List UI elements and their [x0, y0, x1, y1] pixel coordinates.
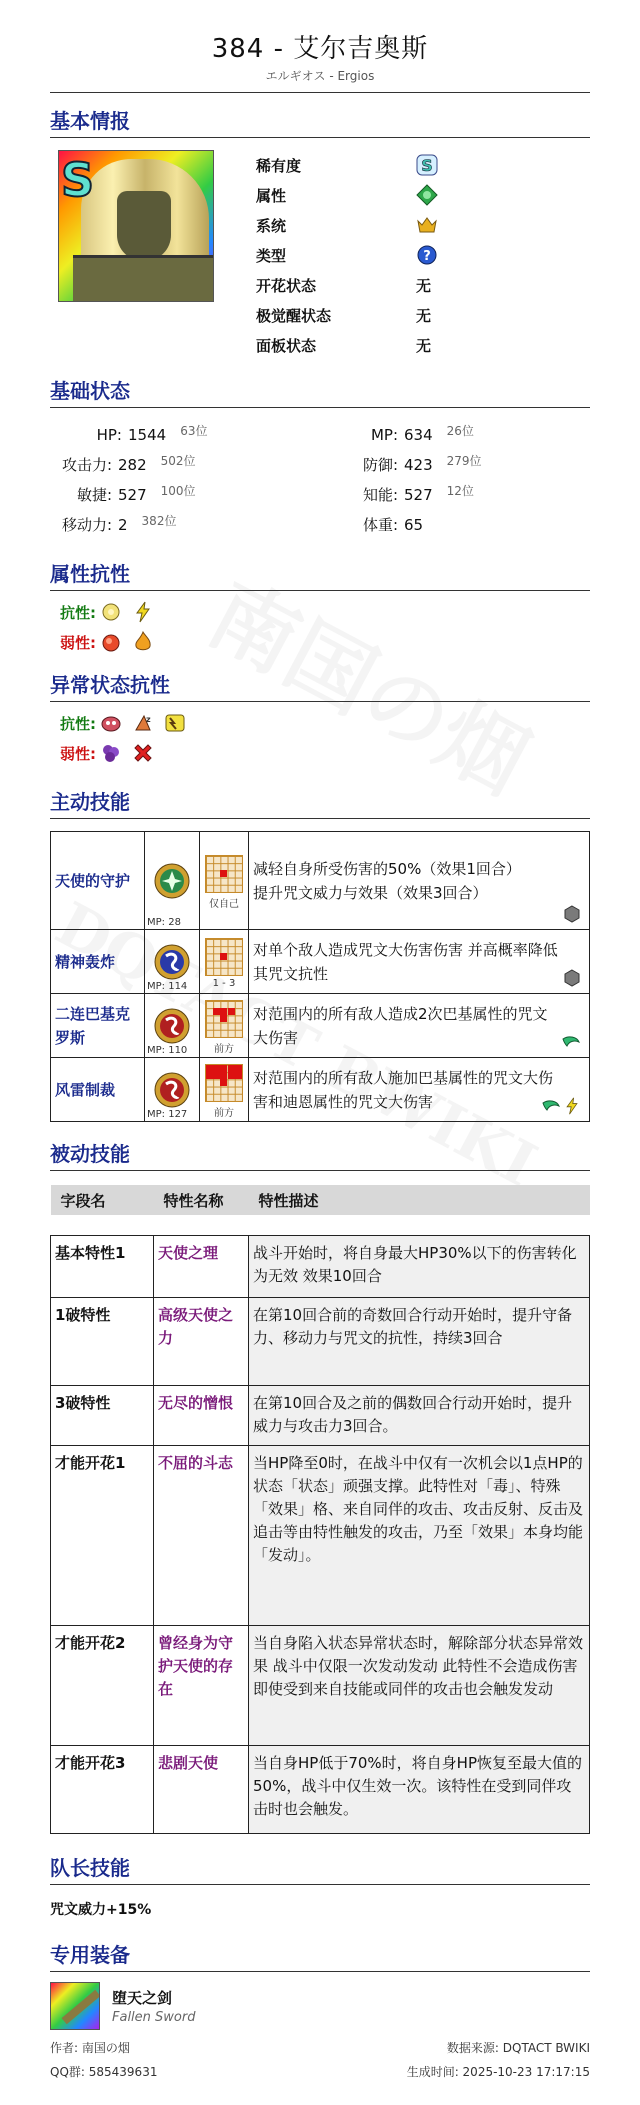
- basic-info: [50, 138, 590, 363]
- info-key: 开花状态: [256, 276, 317, 295]
- equipment-item: [50, 1982, 590, 2030]
- stat-move: 移动力: 2 $^{382位}$: [61, 514, 177, 534]
- info-key: 类型: [256, 246, 287, 265]
- section-title-basic: 基本情报: [50, 105, 590, 138]
- passive-name: 天使之理: [154, 1236, 249, 1298]
- info-row-rarity: [256, 150, 438, 180]
- page-subtitle: エルギオス - Ergios: [50, 67, 590, 93]
- neutral-hex-icon: [563, 905, 581, 923]
- section-title-leader-skill: 队长技能: [50, 1852, 590, 1885]
- status-weak-row: 弱性:: [60, 738, 590, 768]
- portrait-face: [117, 191, 171, 261]
- neutral-hex-icon: [563, 969, 581, 987]
- passive-row: [51, 1746, 590, 1834]
- rank-s-icon: [416, 154, 438, 176]
- lightning-icon: [132, 601, 154, 623]
- section-title-status-resist: 异常状态抗性: [50, 669, 590, 702]
- passive-field: 3破特性: [51, 1386, 154, 1446]
- passive-desc: 在第10回合及之前的偶数回合行动开始时，提升威力与攻击力3回合。: [249, 1386, 590, 1446]
- info-value: 无: [416, 306, 432, 325]
- seal-x-icon: [132, 742, 154, 764]
- skill-range-cell: 仅自己: [200, 832, 249, 930]
- active-skill-row: [51, 832, 590, 930]
- fire-orb-icon: [100, 631, 122, 653]
- equipment-name-en: Fallen Sword: [112, 2010, 196, 2025]
- skill-orb-icon: [153, 943, 191, 981]
- section-title-active-skills: 主动技能: [50, 786, 590, 819]
- skill-range-cell: 前方: [200, 1058, 249, 1122]
- info-row-bloom: [256, 270, 438, 300]
- passive-row: [51, 1298, 590, 1386]
- skill-name: 精神轰炸: [51, 930, 145, 994]
- active-skills-table: [50, 831, 590, 1122]
- wind-icon: [561, 1033, 581, 1051]
- light-orb-icon: [100, 601, 122, 623]
- active-skill-row: [51, 930, 590, 994]
- lightning-icon: [563, 1097, 581, 1115]
- stat-defense: 防御: 423 $^{279位}$: [362, 454, 482, 474]
- skill-name: 二连巴基克罗斯: [51, 994, 145, 1058]
- page-title: 384 - 艾尔吉奥斯: [211, 34, 429, 64]
- stat-attack: 攻击力: 282 $^{502位}$: [61, 454, 196, 474]
- section-title-equipment: 专用装备: [50, 1939, 590, 1972]
- leader-skill-text: 咒文威力+15%: [50, 1902, 152, 1918]
- passive-name: 悲剧天使: [154, 1746, 249, 1834]
- column-header: 字段名: [51, 1185, 154, 1215]
- range-grid: [205, 855, 243, 893]
- paralysis-icon: [164, 712, 186, 734]
- passive-desc: 在第10回合前的奇数回合行动开始时，提升守备力、移动力与咒文的抗性，持续3回合: [249, 1298, 590, 1386]
- wind-icon: [541, 1097, 561, 1115]
- info-key: 稀有度: [256, 156, 302, 175]
- column-header: 特性名称: [154, 1185, 249, 1215]
- passive-skills-table: [50, 1185, 590, 1834]
- status-resist-row: 抗性: z: [60, 708, 590, 738]
- stat-hp: HP: 1544 $^{63位}$: [96, 424, 208, 444]
- flame-icon: [132, 631, 154, 653]
- status-resist: [60, 708, 590, 768]
- passive-name: 曾经身为守护天使的存在: [154, 1626, 249, 1746]
- skill-description: 减轻自身所受伤害的50%（效果1回合） 提升咒文威力与效果（效果3回合）: [249, 832, 590, 930]
- element-resist-row: 抗性:: [60, 597, 590, 627]
- passive-field: 才能开花3: [51, 1746, 154, 1834]
- skill-description: 对范围内的所有敌人造成2次巴基属性的咒文大伤害: [249, 994, 590, 1058]
- skill-description: 对范围内的所有敌人施加巴基属性的咒文大伤害和迪恩属性的咒文大伤害: [249, 1058, 590, 1122]
- skill-orb-icon: [153, 862, 191, 900]
- info-row-system: [256, 210, 438, 240]
- info-row-type: [256, 240, 438, 270]
- passive-name: 无尽的憎恨: [154, 1386, 249, 1446]
- element-green-icon: [416, 184, 438, 206]
- passive-field: 才能开花1: [51, 1446, 154, 1626]
- section-title-passive-skills: 被动技能: [50, 1138, 590, 1171]
- info-key: 极觉醒状态: [256, 306, 332, 325]
- sleep-icon: [132, 712, 154, 734]
- skill-icon-cell: MP: 28: [145, 832, 200, 930]
- info-value: 无: [416, 276, 432, 295]
- element-weak-row: 弱性:: [60, 627, 590, 657]
- section-title-stats: 基础状态: [50, 375, 590, 408]
- skill-orb-icon: [153, 1071, 191, 1109]
- active-skill-row: [51, 1058, 590, 1122]
- skill-range-cell: 1 - 3: [200, 930, 249, 994]
- info-value: 无: [416, 336, 432, 355]
- basic-info-list: [256, 150, 438, 363]
- type-blue-orb-icon: [416, 244, 438, 266]
- passive-row: [51, 1626, 590, 1746]
- info-key: 系统: [256, 216, 287, 235]
- info-key: 面板状态: [256, 336, 317, 355]
- info-row-element: [256, 180, 438, 210]
- range-grid: [205, 1000, 243, 1038]
- svg-text:?: ?: [423, 249, 431, 264]
- skill-icon-cell: MP: 114: [145, 930, 200, 994]
- passive-desc: 当自身HP低于70%时，将自身HP恢复至最大值的50%，战斗中仅生效一次。该特性在受到同伴攻击时也会触发。: [249, 1746, 590, 1834]
- passive-field: 基本特性1: [51, 1236, 154, 1298]
- section-title-element-resist: 属性抗性: [50, 558, 590, 591]
- sword-icon: [50, 1982, 100, 2030]
- stats-grid: [50, 414, 590, 546]
- passive-desc: 战斗开始时，将自身最大HP30%以下的伤害转化为无效 效果10回合: [249, 1236, 590, 1298]
- info-row-panel: [256, 330, 438, 360]
- system-crown-icon: [416, 214, 438, 236]
- passive-row: [51, 1236, 590, 1298]
- stat-intelligence: 知能: 527 $^{12位}$: [362, 484, 474, 504]
- passive-header-row: [51, 1185, 590, 1215]
- range-grid: [205, 938, 243, 976]
- skill-description: 对单个敌人造成咒文大伤害伤害 并高概率降低其咒文抗性: [249, 930, 590, 994]
- skill-name: 风雷制裁: [51, 1058, 145, 1122]
- footer-source: 数据来源: DQTACT BWIKI: [446, 2041, 590, 2055]
- passive-row: [51, 1386, 590, 1446]
- element-resist: [60, 597, 590, 657]
- svg-text:z: z: [146, 715, 151, 724]
- footer-generated: 生成时间: 2025-10-23 17:17:15: [406, 2065, 590, 2079]
- passive-field: 才能开花2: [51, 1626, 154, 1746]
- info-row-awakening: [256, 300, 438, 330]
- skill-icon-cell: MP: 127: [145, 1058, 200, 1122]
- skill-range-cell: 前方: [200, 994, 249, 1058]
- range-grid: [205, 1064, 243, 1102]
- info-key: 属性: [256, 186, 287, 205]
- character-portrait: [58, 150, 214, 302]
- passive-field: 1破特性: [51, 1298, 154, 1386]
- passive-name: 不屈的斗志: [154, 1446, 249, 1626]
- rank-s-icon: S: [61, 153, 95, 207]
- passive-desc: 当HP降至0时，在战斗中仅有一次机会以1点HP的状态「状态」顽强支撑。此特性对「毒」、特殊「效果」格、来自同伴的攻击、攻击反射、反击及追击等由特性触发的攻击，乃至「效果」本身均能「发动」。: [249, 1446, 590, 1626]
- footer-qq: QQ群: 585439631: [50, 2065, 158, 2079]
- footer: [50, 2036, 590, 2084]
- passive-name: 高级天使之力: [154, 1298, 249, 1386]
- column-header: 特性描述: [249, 1185, 590, 1215]
- footer-author: 作者: 南国の烟: [50, 2041, 130, 2055]
- passive-desc: 当自身陷入状态异常状态时，解除部分状态异常效果 战斗中仅限一次发动发动 此特性不会造成伤害 即使受到来自技能或同伴的攻击也会触发发动: [249, 1626, 590, 1746]
- stat-mp: MP: 634 $^{26位}$: [370, 424, 474, 444]
- stat-weight: 体重: 65: [362, 516, 424, 534]
- passive-row: [51, 1446, 590, 1626]
- confusion-icon: [100, 712, 122, 734]
- svg-text:S: S: [421, 156, 433, 175]
- stat-agility: 敏捷: 527 $^{100位}$: [76, 484, 196, 504]
- page: [50, 0, 590, 2030]
- equipment-name: 堕天之剑: [112, 1989, 173, 2007]
- portrait-armor: [73, 255, 213, 302]
- skill-orb-icon: [153, 1007, 191, 1045]
- skill-icon-cell: MP: 110: [145, 994, 200, 1058]
- poison-icon: [100, 742, 122, 764]
- active-skill-row: [51, 994, 590, 1058]
- skill-name: 天使的守护: [51, 832, 145, 930]
